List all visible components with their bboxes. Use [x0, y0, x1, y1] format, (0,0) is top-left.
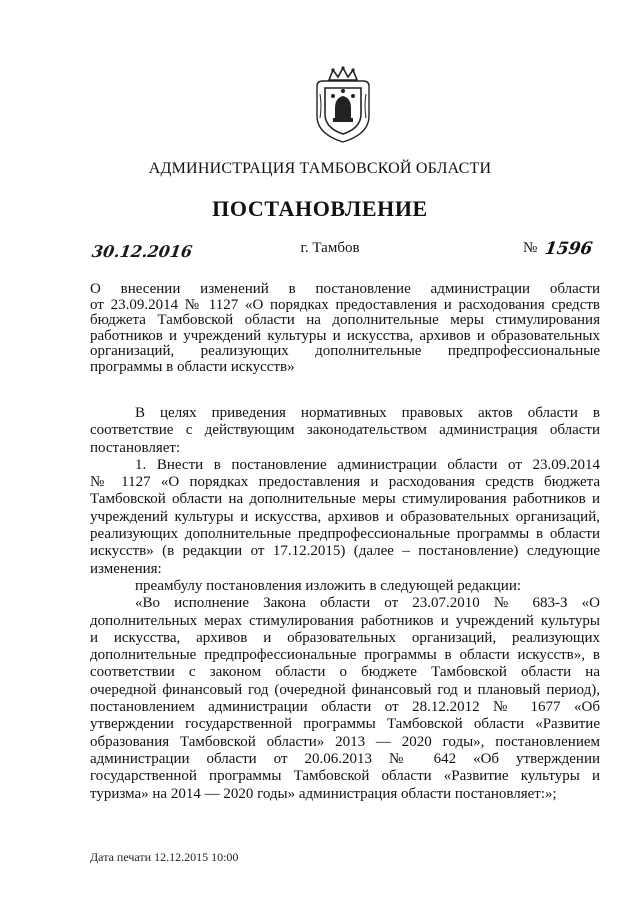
document-type-title: ПОСТАНОВЛЕНИЕ: [212, 196, 428, 221]
body-line: дополнительных мерах стимулирования работников и учреждений культуры: [90, 612, 600, 629]
body-line: очередной финансовый год (очередной финансовый год и плановый период),: [90, 681, 600, 698]
body-line: государственной программы Тамбовской области «Развитие культуры и: [90, 768, 600, 785]
organization-name: АДМИНИСТРАЦИЯ ТАМБОВСКОЙ ОБЛАСТИ: [148, 160, 492, 177]
body-line: постановляет:: [90, 439, 181, 456]
body-line: реализующих дополнительные предпрофессиональные программы в области: [90, 526, 600, 543]
subject-line: программы в области искусств»: [90, 358, 295, 375]
body-line: и искусства, архивов и образовательных организаций, реализующих: [90, 629, 600, 646]
body-line: № 1127 «О порядках предоставления и расходования средств бюджета: [90, 474, 600, 491]
document-date: 30.12.2016: [90, 242, 194, 261]
body-line: В целях приведения нормативных правовых актов области в: [135, 405, 600, 421]
subject-line: бюджета Тамбовской области на дополнительные меры стимулирования: [90, 312, 600, 329]
subject-line: организаций, реализующих дополнительные предпрофессиональные: [90, 343, 600, 360]
subject-line: от 23.09.2014 № 1127 «О порядках предоставления и расходования средств: [90, 296, 600, 313]
subject-line: работников и учреждений культуры и искусства, архивов и образовательных: [90, 327, 600, 344]
body-line: 1. Внести в постановление администрации области от 23.09.2014: [135, 456, 600, 473]
body-line: «Во исполнение Закона области от 23.07.2010 № 683-З «О: [135, 595, 600, 612]
body-line: учреждений культуры и искусства, архивов и образовательных организаций,: [90, 508, 600, 525]
body-line: туризма» на 2014 — 2020 годы» администрация области постановляет:»;: [90, 785, 557, 802]
body-line: искусств» (в редакции от 17.12.2015) (далее – постановление) следующие: [90, 543, 600, 560]
print-date: Дата печати 12.12.2015 10:00: [90, 850, 239, 864]
body-line: образования Тамбовской области» 2013 — 2020 годы», постановлением: [90, 733, 600, 750]
document-city: г. Тамбов: [300, 240, 360, 256]
coat-of-arms-icon: [311, 66, 375, 144]
body-line: преамбулу постановления изложить в следующей редакции:: [135, 577, 522, 594]
body-line: соответствие с действующим законодательством администрация области: [90, 422, 600, 439]
document-number-label: №: [523, 240, 538, 256]
body-line: утверждении государственной программы Тамбовской области «Развитие: [90, 716, 600, 733]
body-line: Тамбовской области на дополнительные меры стимулирования работников и: [90, 491, 600, 508]
document-meta-row: [0, 240, 640, 268]
body-line: изменения:: [90, 560, 162, 577]
body-line: постановлением администрации области от 28.12.2012 № 1677 «Об: [90, 699, 600, 716]
body-line: дополнительные предпрофессиональные программы в области искусств», в: [90, 647, 600, 664]
document-body: [90, 405, 600, 803]
document-subject: [90, 282, 600, 376]
body-line: администрации области от 20.06.2013 № 642 «Об утверждении: [90, 750, 600, 767]
document-number: 1596: [543, 239, 594, 259]
body-line: соответствии с законом области о бюджете Тамбовской области на: [90, 664, 600, 681]
subject-line: О внесении изменений в постановление администрации области: [90, 281, 600, 297]
